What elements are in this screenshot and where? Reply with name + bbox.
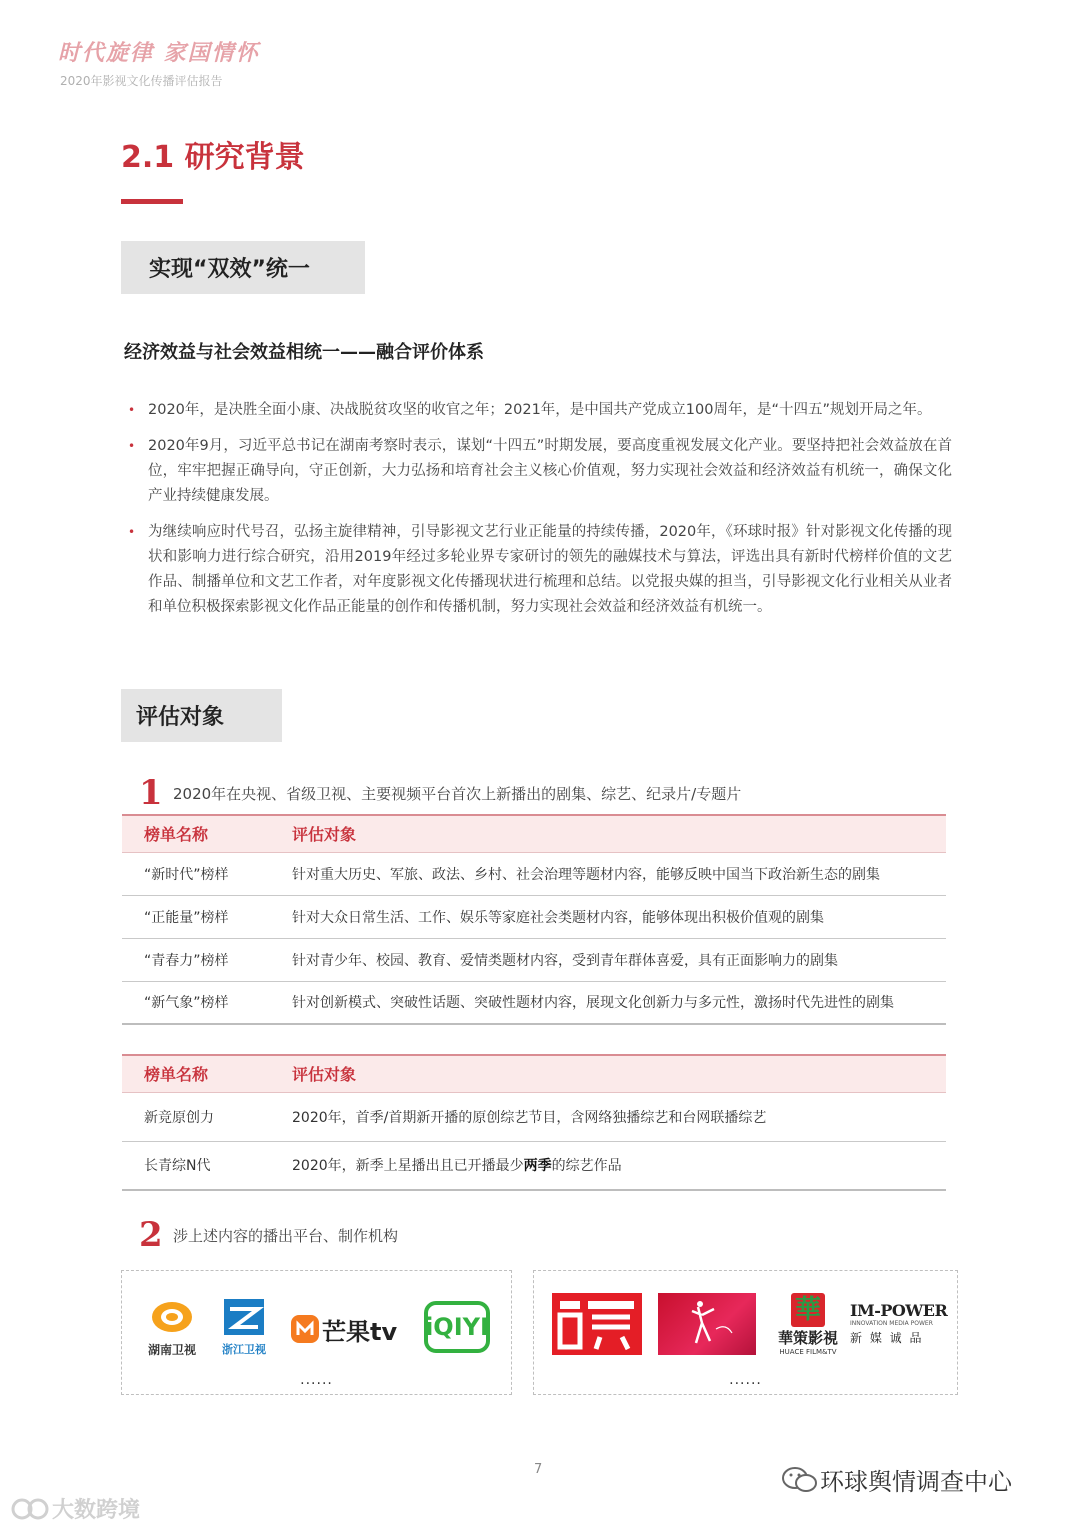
red-brand-icon bbox=[552, 1293, 642, 1355]
huace-english: HUACE FILM&TV bbox=[779, 1348, 837, 1356]
table-cell: “青春力”榜样 bbox=[122, 938, 292, 981]
more-ellipsis: ...... bbox=[729, 1372, 762, 1388]
item-2 bbox=[139, 1215, 398, 1255]
zhejiang-tv-label: 浙江卫视 bbox=[222, 1343, 266, 1356]
bullet-dot-icon: • bbox=[128, 403, 136, 417]
item-number: 1 bbox=[139, 773, 163, 813]
cell-text-bold: 两季 bbox=[523, 1158, 552, 1175]
bullet-item bbox=[126, 434, 952, 509]
cell-text: 2020年，新季上星播出且已开播最少 bbox=[292, 1158, 524, 1175]
item-text: 涉上述内容的播出平台、制作机构 bbox=[173, 1226, 399, 1245]
bullet-item bbox=[126, 520, 952, 620]
table-cell: 针对大众日常生活、工作、娱乐等家庭社会类题材内容，能够体现出积极价值观的剧集 bbox=[292, 895, 946, 938]
bullet-text: 2020年，是决胜全面小康、决战脱贫攻坚的收官之年；2021年，是中国共产党成立100周年，是“十四五”规划开局之年。 bbox=[148, 402, 932, 418]
title-underline bbox=[121, 199, 183, 204]
red-brand-logo bbox=[552, 1293, 642, 1355]
item-number: 2 bbox=[139, 1215, 163, 1255]
ranking-table-variety bbox=[122, 1054, 946, 1191]
table-row bbox=[122, 1092, 946, 1141]
platform-logos-box bbox=[121, 1270, 512, 1395]
huace-logo bbox=[772, 1293, 844, 1361]
huace-label: 華策影視 bbox=[777, 1329, 838, 1347]
table-cell: 针对创新模式、突破性话题、突破性题材内容，展现文化创新力与多元性，激扬时代先进性的剧集 bbox=[292, 981, 946, 1024]
table-cell: 针对重大历史、军旅、政法、乡村、社会治理等题材内容，能够反映中国当下政治新生态的剧集 bbox=[292, 852, 946, 895]
column-header: 榜单名称 bbox=[122, 815, 292, 852]
item-text: 2020年在央视、省级卫视、主要视频平台首次上新播出的剧集、综艺、纪录片/专题片 bbox=[173, 784, 742, 803]
table-row bbox=[122, 852, 946, 895]
impower-label: IM-POWER bbox=[850, 1301, 948, 1320]
column-header: 评估对象 bbox=[292, 815, 946, 852]
brand-slogan: 时代旋律 家国情怀 bbox=[58, 40, 260, 66]
table-cell: “正能量”榜样 bbox=[122, 895, 292, 938]
bullet-item bbox=[126, 398, 952, 423]
table-cell bbox=[292, 1141, 946, 1190]
mango-tv-logo bbox=[290, 1309, 397, 1349]
huace-icon: 華 bbox=[791, 1293, 825, 1327]
producer-logos-box bbox=[533, 1270, 958, 1395]
hunan-tv-logo bbox=[140, 1297, 204, 1357]
more-ellipsis: ...... bbox=[300, 1372, 333, 1388]
subheading: 经济效益与社会效益相统一——融合评价体系 bbox=[124, 342, 484, 363]
table-cell: “新时代”榜样 bbox=[122, 852, 292, 895]
wechat-account bbox=[780, 1462, 1012, 1497]
page-number: 7 bbox=[534, 1462, 543, 1477]
table-row bbox=[122, 895, 946, 938]
mango-tv-label: 芒果tv bbox=[322, 1317, 398, 1346]
bullet-list bbox=[126, 398, 952, 631]
table-cell: 针对青少年、校园、教育、爱情类题材内容，受到青年群体喜爱，具有正面影响力的剧集 bbox=[292, 938, 946, 981]
report-title: 2020年影视文化传播评估报告 bbox=[60, 74, 223, 88]
wechat-account-name: 环球舆情调查中心 bbox=[820, 1468, 1012, 1496]
column-header: 评估对象 bbox=[292, 1055, 946, 1092]
table-cell: 2020年，首季/首期新开播的原创综艺节目，含网络独播综艺和台网联播综艺 bbox=[292, 1092, 946, 1141]
item-1 bbox=[139, 773, 741, 813]
ranking-table-drama bbox=[122, 814, 946, 1025]
column-header: 榜单名称 bbox=[122, 1055, 292, 1092]
impower-sub: INNOVATION MEDIA POWER bbox=[850, 1320, 933, 1327]
bullet-dot-icon: • bbox=[128, 525, 136, 539]
hunan-tv-icon bbox=[140, 1297, 204, 1337]
table-header-row bbox=[122, 1055, 946, 1092]
table-row bbox=[122, 1141, 946, 1190]
hunan-tv-label: 湖南卫视 bbox=[147, 1343, 196, 1357]
watermark-icon bbox=[10, 1496, 52, 1522]
iqiyi-logo bbox=[424, 1301, 490, 1353]
table-cell: “新气象”榜样 bbox=[122, 981, 292, 1024]
impower-chinese: 新 媒 诚 品 bbox=[850, 1331, 924, 1345]
bullet-text: 为继续响应时代号召，弘扬主旋律精神，引导影视文艺行业正能量的持续传播，2020年，《环球时报》针对影视文化传播的现状和影响力进行综合研究，沿用2019年经过多轮业界专家研讨的领先的融媒技术与算法，评选出具有新时代榜样价值的文艺作品、制播单位和文艺工作者，对年度影视文化传播现状进行梳理和总结。以党报央媒的担当，引导影视文化行业相关从业者和单位积极探索影视文化作品正能量的创作和传播机制，努力实现社会效益和经济效益有机统一。 bbox=[148, 524, 952, 615]
page-title: 2.1 研究背景 bbox=[121, 140, 305, 175]
film-brand-logo bbox=[658, 1293, 756, 1355]
iqiyi-label: iQIYI bbox=[425, 1313, 489, 1341]
section-tab-dual-effect: 实现“双效”统一 bbox=[121, 241, 365, 294]
mango-tv-icon bbox=[290, 1314, 320, 1344]
wechat-icon bbox=[780, 1465, 820, 1495]
table-cell: 新竞原创力 bbox=[122, 1092, 292, 1141]
table-cell: 长青综N代 bbox=[122, 1141, 292, 1190]
watermark-text: 大数跨境 bbox=[52, 1498, 141, 1523]
zhejiang-tv-icon bbox=[222, 1297, 266, 1337]
section-tab-evaluation: 评估对象 bbox=[121, 689, 282, 742]
table-row bbox=[122, 981, 946, 1024]
bullet-dot-icon: • bbox=[128, 439, 136, 453]
cell-text: 的综艺作品 bbox=[551, 1158, 622, 1175]
table-header-row bbox=[122, 815, 946, 852]
dancer-icon bbox=[658, 1293, 756, 1355]
impower-logo bbox=[850, 1301, 954, 1361]
table-row bbox=[122, 938, 946, 981]
bullet-text: 2020年9月，习近平总书记在湖南考察时表示，谋划“十四五”时期发展，要高度重视发展文化产业。要坚持把社会效益放在首位，牢牢把握正确导向，守正创新，大力弘扬和培育社会主义核心价值观，努力实现社会效益和经济效益有机统一，确保文化产业持续健康发展。 bbox=[148, 438, 952, 504]
zhejiang-tv-logo bbox=[222, 1297, 272, 1357]
watermark bbox=[10, 1493, 140, 1524]
